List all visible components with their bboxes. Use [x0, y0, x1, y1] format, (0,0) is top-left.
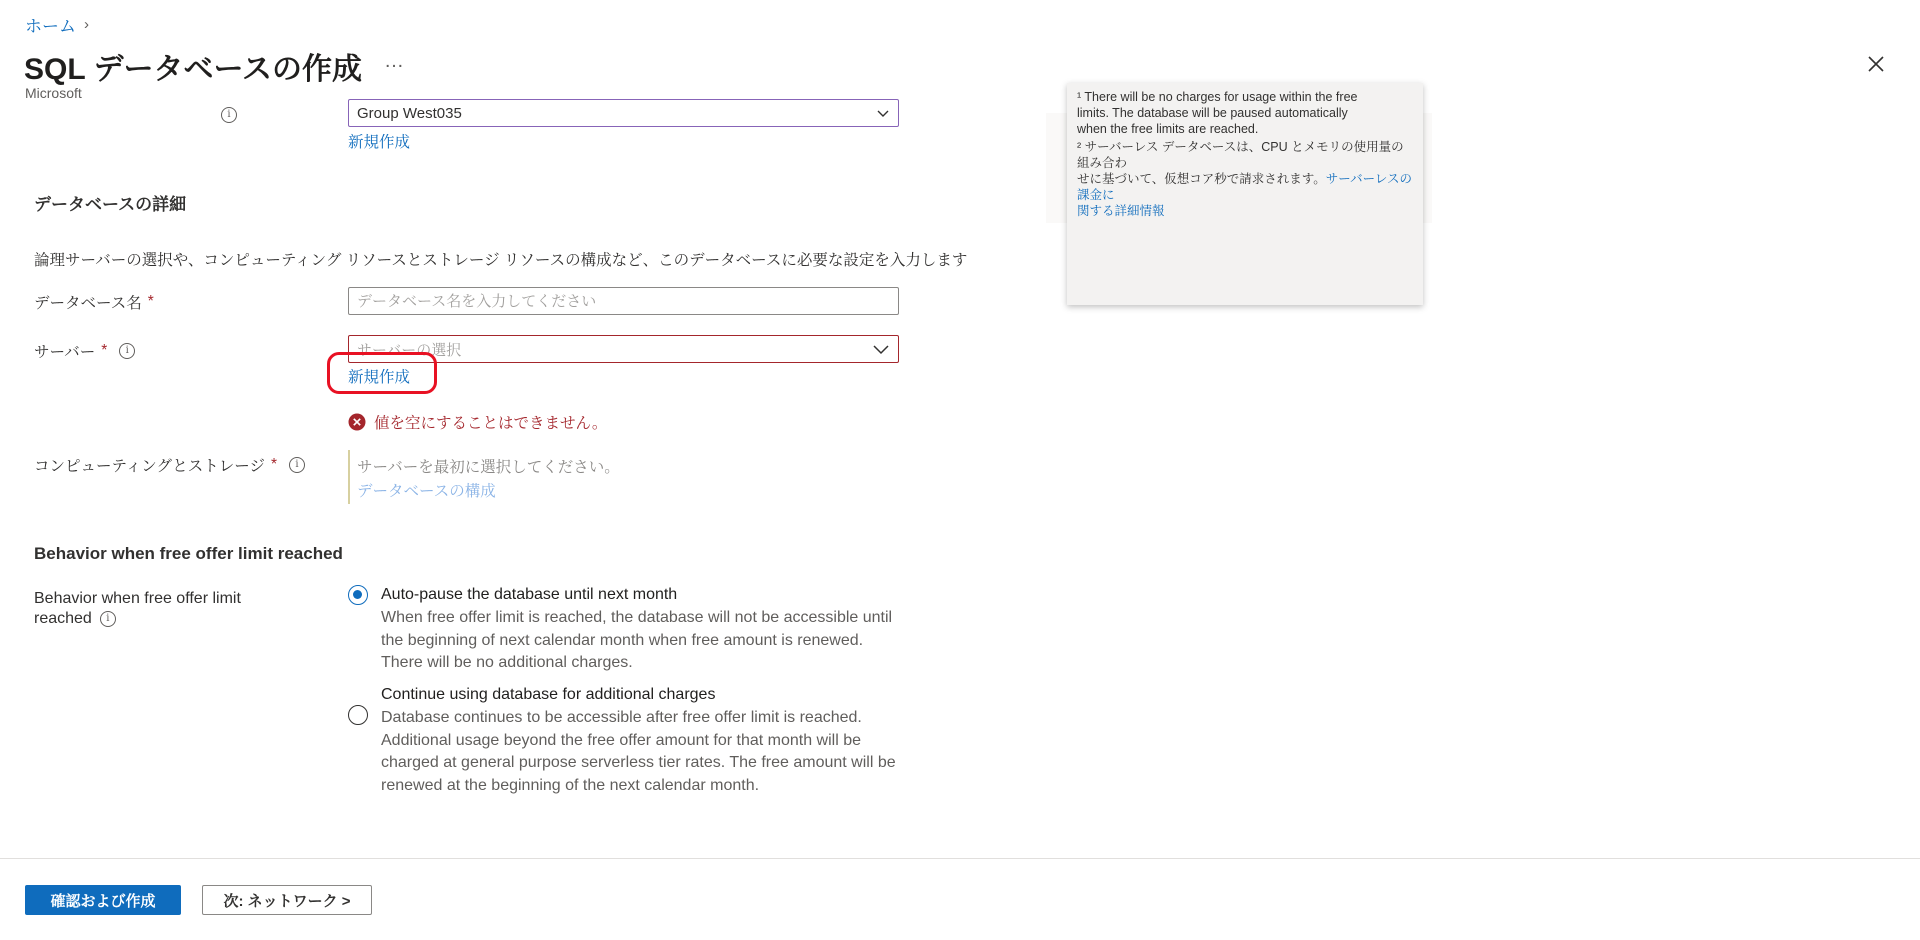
- more-options-button[interactable]: …: [384, 50, 405, 72]
- compute-storage-label-text: コンピューティングとストレージ: [34, 458, 265, 475]
- required-mark: *: [270, 456, 277, 473]
- db-details-section-title: データベースの詳細: [34, 195, 187, 214]
- tooltip-note: [1077, 139, 1413, 219]
- chevron-right-icon: ›: [84, 16, 89, 33]
- chevron-down-icon: [876, 108, 890, 118]
- footer-bar: [0, 858, 1920, 940]
- info-icon[interactable]: i: [119, 343, 135, 359]
- chevron-down-icon: [872, 343, 890, 355]
- resource-group-label-text: [34, 101, 38, 119]
- info-icon[interactable]: i: [221, 104, 237, 123]
- option-auto-pause-title[interactable]: Auto-pause the database until next month: [381, 586, 678, 603]
- next-network-button[interactable]: 次: ネットワーク >: [202, 885, 372, 915]
- close-icon: [1864, 52, 1888, 76]
- server-select-placeholder: サーバーの選択: [357, 341, 462, 359]
- compute-storage-label: [34, 454, 305, 476]
- option-continue-desc: Database continues to be accessible after free offer limit is reached. Additional usage beyond the free offer amount for that month will be charged at general purpose serverless tier rates. The free amount will be renewed at the beginning of the next calendar month.: [381, 709, 896, 794]
- option-auto-pause-desc: When free offer limit is reached, the database will not be accessible until the beginning of next calendar month when free amount is renewed. There will be no additional charges.: [381, 609, 893, 671]
- server-create-new-link[interactable]: 新規作成: [348, 369, 411, 386]
- behavior-label-line: Behavior when free offer limit: [34, 590, 241, 607]
- db-name-label-text: データベース名: [34, 295, 142, 312]
- behavior-label-line: reached: [34, 610, 92, 627]
- server-label-text: サーバー: [34, 344, 96, 361]
- compute-divider: [348, 450, 350, 504]
- tooltip-note-text: ² サーバーレス データベースは、CPU とメモリの使用量の組み合わ: [1077, 140, 1404, 170]
- error-icon: [348, 413, 366, 431]
- error-text: 値を空にすることはできません。: [374, 415, 608, 432]
- resource-group-select[interactable]: [348, 99, 899, 127]
- behavior-label: [34, 589, 241, 629]
- configure-database-link: データベースの構成: [357, 483, 496, 500]
- radio-continue-charges[interactable]: [348, 705, 368, 725]
- review-create-button[interactable]: 確認および作成: [25, 885, 181, 915]
- compute-hint: サーバーを最初に選択してください。: [357, 459, 620, 476]
- resource-group-value: Group West035: [357, 104, 462, 122]
- required-mark: *: [101, 342, 108, 359]
- tooltip-note-text: せに基づいて、仮想コア秒で請求されます。: [1077, 172, 1326, 186]
- radio-auto-pause[interactable]: [348, 585, 368, 605]
- option-continue-title[interactable]: Continue using database for additional charges: [381, 686, 716, 703]
- info-icon[interactable]: i: [289, 457, 305, 473]
- server-label: [34, 340, 135, 362]
- close-button[interactable]: [1864, 52, 1888, 76]
- tooltip-line: ¹ There will be no charges for usage within the free: [1077, 90, 1358, 104]
- serverless-billing-link[interactable]: サーバーレスの課金に: [1077, 172, 1413, 202]
- serverless-billing-link-cont[interactable]: 関する詳細情報: [1077, 204, 1165, 218]
- db-details-description: 論理サーバーの選択や、コンピューティング リソースとストレージ リソースの構成など、このデータベースに必要な設定を入力します: [34, 252, 968, 269]
- breadcrumb: [25, 12, 89, 37]
- required-mark: *: [147, 293, 154, 310]
- db-name-label: [34, 291, 154, 313]
- tooltip-line: limits. The database will be paused automatically: [1077, 106, 1348, 120]
- pricing-tooltip-card: [1067, 83, 1423, 305]
- tooltip-line: when the free limits are reached.: [1077, 122, 1259, 136]
- breadcrumb-home-link[interactable]: ホーム: [25, 17, 76, 36]
- resource-group-create-new-link[interactable]: 新規作成: [348, 134, 411, 151]
- server-error-message: [348, 411, 607, 433]
- page-title: SQL データベースの作成: [24, 53, 362, 86]
- db-name-input[interactable]: [348, 287, 899, 315]
- info-icon[interactable]: i: [100, 611, 116, 627]
- behavior-section-title: Behavior when free offer limit reached: [34, 544, 343, 563]
- resource-group-label: [34, 101, 38, 119]
- publisher-label: Microsoft: [25, 85, 82, 101]
